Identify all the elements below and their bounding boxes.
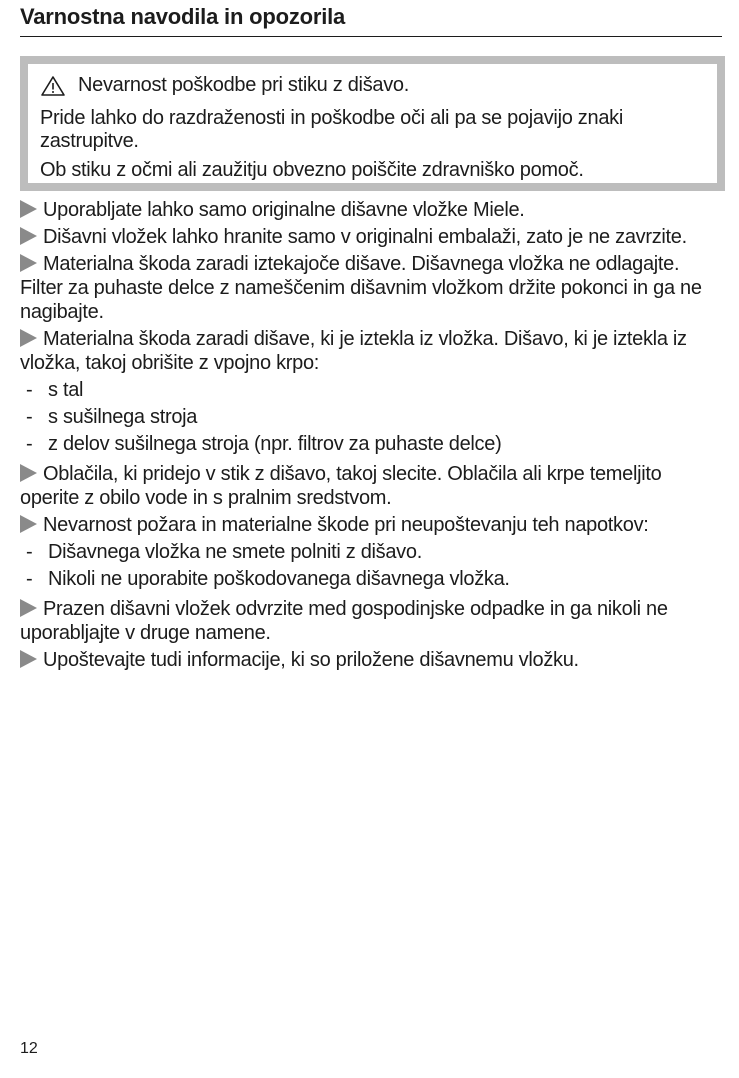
page-title: Varnostna navodila in opozorila bbox=[20, 4, 346, 29]
page-number: 12 bbox=[20, 1040, 38, 1057]
warning-box bbox=[20, 56, 725, 191]
list-item: Nevarnost požara in materialne škode pri neupoštevanju teh napotkov: bbox=[20, 513, 720, 537]
warning-heading-text: Nevarnost poškodbe pri stiku z dišavo. bbox=[78, 74, 409, 96]
sublist-wipe bbox=[20, 378, 720, 456]
sublist-fire bbox=[20, 540, 720, 591]
sublist-item: - s tal bbox=[26, 379, 84, 401]
bullet-triangle-icon bbox=[20, 329, 37, 347]
bullet-triangle-icon bbox=[20, 464, 37, 482]
list-item: Oblačila, ki pridejo v stik z dišavo, takoj slecite. Oblačila ali krpe temeljito operite z obilo vode in s pralnim sredstvom. bbox=[20, 463, 662, 509]
bullet-triangle-icon bbox=[20, 599, 37, 617]
bullet-triangle-icon bbox=[20, 254, 37, 272]
warning-heading bbox=[40, 74, 409, 97]
sublist-item: - Dišavnega vložka ne smete polniti z dišavo. bbox=[26, 541, 422, 563]
list-item: Uporabljate lahko samo originalne dišavne vložke Miele. bbox=[20, 198, 720, 222]
bullet-triangle-icon bbox=[20, 227, 37, 245]
sublist-item: - z delov sušilnega stroja (npr. filtrov za puhaste delce) bbox=[26, 433, 502, 455]
bullet-triangle-icon bbox=[20, 200, 37, 218]
bullet-triangle-icon bbox=[20, 650, 37, 668]
sublist-item: - s sušilnega stroja bbox=[26, 406, 198, 428]
warning-text-1a: Pride lahko do razdraženosti in poškodbe oči ali pa se pojavijo znaki bbox=[40, 107, 623, 129]
bullet-triangle-icon bbox=[20, 515, 37, 533]
list-item: Dišavni vložek lahko hranite samo v originalni embalaži, zato je ne zavrzite. bbox=[20, 225, 720, 249]
warning-triangle-icon bbox=[40, 75, 66, 97]
list-item: Materialna škoda zaradi iztekajoče dišave. Dišavnega vložka ne odlagajte. Filter za puhaste delce z nameščenim dišavnim vložkom držite pokonci in ga ne nagibajte. bbox=[20, 253, 702, 323]
instructions-list bbox=[20, 198, 720, 675]
warning-text-1b: zastrupitve. bbox=[40, 130, 139, 152]
list-item: Upoštevajte tudi informacije, ki so priložene dišavnemu vložku. bbox=[20, 648, 720, 672]
list-item: Prazen dišavni vložek odvrzite med gospodinjske odpadke in ga nikoli ne uporabljajte v druge namene. bbox=[20, 598, 668, 644]
list-item: Materialna škoda zaradi dišave, ki je iztekla iz vložka. Dišavo, ki je iztekla iz vložka, takoj obrišite z vpojno krpo: bbox=[20, 328, 687, 374]
warning-text-2: Ob stiku z očmi ali zaužitju obvezno poiščite zdravniško pomoč. bbox=[40, 159, 584, 181]
title-divider bbox=[20, 36, 722, 37]
sublist-item: - Nikoli ne uporabite poškodovanega dišavnega vložka. bbox=[26, 568, 510, 590]
